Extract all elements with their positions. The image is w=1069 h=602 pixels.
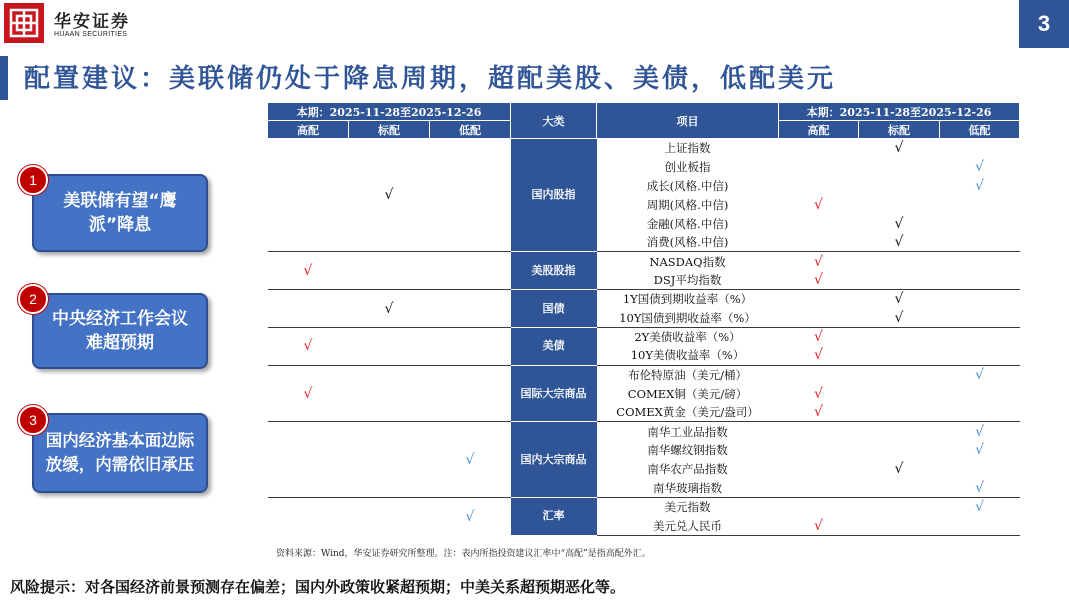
item-rating-over-cell: [779, 214, 859, 233]
class-rating-over-cell: [268, 327, 349, 365]
item-rating-over-cell: [779, 309, 859, 328]
item-rating-over-cell: [779, 422, 859, 441]
item-name-cell: 美元指数: [597, 497, 779, 516]
item-rating-std-cell: [859, 403, 940, 422]
item-rating-std-cell: [859, 497, 940, 516]
item-rating-std-cell: [859, 214, 940, 233]
check-mark-icon: √: [814, 253, 823, 270]
item-rating-under-cell: [940, 346, 1020, 365]
item-rating-under-cell: [940, 365, 1020, 384]
class-rating-std-cell: [349, 327, 430, 365]
allocation-table-body: [268, 139, 1020, 536]
item-rating-over-cell: [779, 290, 859, 309]
check-mark-icon: √: [894, 234, 904, 251]
item-rating-under-cell: [940, 422, 1020, 441]
item-name-cell: 10Y美债收益率（%）: [630, 348, 745, 363]
card-1-text: 美联储有望“鹰派”降息: [63, 191, 177, 235]
class-rating-over-cell: [268, 365, 349, 422]
check-mark-icon: √: [975, 442, 984, 459]
company-logo: [4, 3, 44, 43]
item-name-cell: 美元兑人民币: [597, 516, 779, 535]
item-name-cell: 布伦特原油（美元/桶）: [597, 365, 779, 384]
class-rating-std-cell: [349, 290, 430, 328]
item-rating-under-cell: [940, 252, 1020, 271]
item-rating-std-cell: [859, 139, 940, 158]
card-2: [32, 293, 208, 369]
table-row: [268, 290, 1020, 309]
item-name-cell: 创业板指: [664, 159, 711, 174]
class-rating-std-cell: [349, 139, 430, 252]
item-rating-std-cell: [859, 327, 940, 346]
right-period-header: 本期：2025-11-28至2025-12-26: [779, 103, 1020, 121]
class-rating-std-cell: [349, 365, 430, 422]
card-2-text: 中央经济工作会议难超预期: [52, 309, 188, 353]
check-mark-icon: √: [384, 187, 394, 204]
class-rating-std-cell: [349, 252, 430, 290]
item-rating-std-cell: [859, 309, 940, 328]
item-rating-std-cell: [859, 384, 940, 403]
check-mark-icon: √: [975, 423, 984, 440]
category-cell: 美债: [511, 327, 597, 365]
item-rating-over-cell: [779, 497, 859, 516]
check-mark-icon: √: [894, 140, 904, 157]
check-mark-icon: √: [814, 329, 823, 346]
item-rating-over-cell: [779, 271, 859, 290]
risk-warning: 风险提示：对各国经济前景预测存在偏差；国内外政策收紧超预期；中美关系超预期恶化等。: [10, 578, 626, 596]
item-rating-under-cell: [940, 271, 1020, 290]
item-rating-over-cell: [779, 441, 859, 460]
item-name-cell: 周期(风格.中信): [646, 197, 729, 212]
left-under-header: 低配: [430, 121, 511, 139]
class-rating-under-cell: [430, 365, 511, 422]
item-rating-over-cell: [779, 346, 859, 365]
class-rating-under-cell: [430, 422, 511, 498]
item-rating-under-cell: [940, 157, 1020, 176]
category-cell: 国际大宗商品: [511, 365, 597, 422]
class-rating-over-cell: [268, 290, 349, 328]
class-rating-under-cell: [430, 290, 511, 328]
item-name-cell: 1Y国债到期收益率（%）: [597, 290, 779, 309]
card-3-text: 国内经济基本面边际放缓，内需依旧承压: [45, 431, 195, 474]
item-rating-std-cell: [859, 271, 940, 290]
item-rating-over-cell: [779, 195, 859, 214]
card-3: [32, 413, 208, 493]
item-rating-std-cell: [859, 479, 940, 498]
item-name-cell: 南华工业品指数: [597, 422, 779, 441]
right-std-header: 标配: [859, 121, 940, 139]
table-row: [268, 327, 1020, 346]
check-mark-icon: √: [894, 309, 904, 326]
category-cell: 国债: [511, 290, 597, 328]
check-mark-icon: √: [465, 451, 475, 468]
check-mark-icon: √: [814, 196, 823, 213]
item-name-cell: 南华螺纹钢指数: [647, 443, 728, 458]
class-rating-under-cell: [430, 327, 511, 365]
item-rating-over-cell: [779, 384, 859, 403]
item-rating-over-cell: [779, 157, 859, 176]
item-rating-over-cell: [779, 176, 859, 195]
check-mark-icon: √: [894, 461, 904, 478]
item-rating-over-cell: [779, 365, 859, 384]
page-number: 3: [1019, 0, 1069, 48]
item-rating-under-cell: [940, 327, 1020, 346]
page-title: 配置建议：美联储仍处于降息周期，超配美股、美债，低配美元: [24, 64, 837, 94]
item-name-cell: 南华玻璃指数: [653, 480, 723, 495]
class-rating-over-cell: [268, 422, 349, 498]
brand-name-cn: 华安证券: [54, 12, 130, 32]
check-mark-icon: √: [975, 177, 984, 194]
item-rating-std-cell: [859, 460, 940, 479]
table-row: [268, 497, 1020, 516]
check-mark-icon: √: [975, 499, 984, 516]
item-rating-over-cell: [779, 516, 859, 535]
item-name-cell: 金融(风格.中信): [646, 216, 729, 231]
item-rating-std-cell: [859, 195, 940, 214]
item-name-cell: 2Y美债收益率（%）: [597, 327, 779, 346]
item-rating-over-cell: [779, 327, 859, 346]
item-rating-std-cell: [859, 346, 940, 365]
check-mark-icon: √: [814, 517, 823, 534]
item-rating-under-cell: [940, 403, 1020, 422]
item-rating-std-cell: [859, 365, 940, 384]
item-name-cell: 10Y国债到期收益率（%）: [619, 310, 756, 325]
check-mark-icon: √: [975, 479, 984, 496]
item-rating-over-cell: [779, 403, 859, 422]
class-rating-under-cell: [430, 497, 511, 535]
item-rating-under-cell: [940, 233, 1020, 252]
right-over-header: 高配: [779, 121, 859, 139]
item-rating-over-cell: [779, 139, 859, 158]
card-2-number-badge: 2: [18, 284, 48, 314]
check-mark-icon: √: [303, 262, 313, 279]
item-rating-std-cell: [859, 233, 940, 252]
item-rating-under-cell: [940, 479, 1020, 498]
item-rating-under-cell: [940, 460, 1020, 479]
allocation-table: [267, 102, 1020, 536]
item-name-cell: 成长(风格.中信): [646, 178, 729, 193]
item-rating-under-cell: [940, 384, 1020, 403]
brand-name-en: HUAAN SECURITIES: [54, 31, 128, 38]
class-rating-under-cell: [430, 252, 511, 290]
class-rating-over-cell: [268, 139, 349, 252]
check-mark-icon: √: [814, 347, 823, 364]
category-cell: 国内股指: [511, 139, 597, 252]
item-rating-std-cell: [859, 157, 940, 176]
item-rating-over-cell: [779, 252, 859, 271]
source-note: 资料来源：Wind，华安证券研究所整理。注：表内所指投资建议汇率中“高配”是指高配外汇。: [276, 549, 651, 559]
item-name-cell: NASDAQ指数: [597, 252, 779, 271]
item-name-cell: 上证指数: [597, 139, 779, 158]
item-rating-under-cell: [940, 214, 1020, 233]
class-rating-under-cell: [430, 139, 511, 252]
check-mark-icon: √: [975, 158, 984, 175]
check-mark-icon: √: [384, 300, 394, 317]
item-rating-under-cell: [940, 309, 1020, 328]
category-cell: 国内大宗商品: [511, 422, 597, 498]
item-name-cell: DSJ平均指数: [653, 272, 722, 287]
category-cell: 汇率: [511, 497, 597, 535]
card-1: [32, 174, 208, 252]
class-rating-over-cell: [268, 252, 349, 290]
left-period-header: 本期：2025-11-28至2025-12-26: [268, 103, 511, 121]
item-rating-std-cell: [859, 422, 940, 441]
item-rating-over-cell: [779, 460, 859, 479]
item-rating-under-cell: [940, 139, 1020, 158]
check-mark-icon: √: [303, 385, 313, 402]
category-cell: 美股股指: [511, 252, 597, 290]
item-rating-std-cell: [859, 516, 940, 535]
class-rating-std-cell: [349, 422, 430, 498]
item-name-cell: 消费(风格.中信): [646, 235, 729, 250]
item-rating-over-cell: [779, 479, 859, 498]
item-rating-std-cell: [859, 176, 940, 195]
title-accent-bar: [0, 56, 8, 100]
class-rating-over-cell: [268, 497, 349, 535]
item-rating-under-cell: [940, 441, 1020, 460]
item-name-cell: 南华农产品指数: [647, 462, 728, 477]
item-rating-over-cell: [779, 233, 859, 252]
table-row: [268, 139, 1020, 158]
item-rating-std-cell: [859, 441, 940, 460]
item-rating-std-cell: [859, 252, 940, 271]
check-mark-icon: √: [894, 215, 904, 232]
check-mark-icon: √: [975, 366, 984, 383]
card-3-number-badge: 3: [18, 405, 48, 435]
item-rating-std-cell: [859, 290, 940, 309]
item-header: 项目: [597, 103, 779, 139]
logo-mark-icon: [8, 7, 40, 39]
card-1-number-badge: 1: [18, 165, 48, 195]
left-std-header: 标配: [349, 121, 430, 139]
item-rating-under-cell: [940, 497, 1020, 516]
table-row: [268, 422, 1020, 441]
item-rating-under-cell: [940, 290, 1020, 309]
item-rating-under-cell: [940, 195, 1020, 214]
item-name-cell: COMEX黄金（美元/盎司）: [616, 405, 759, 420]
check-mark-icon: √: [814, 271, 823, 288]
item-name-cell: COMEX铜（美元/磅）: [627, 386, 748, 401]
class-rating-std-cell: [349, 497, 430, 535]
check-mark-icon: √: [814, 404, 823, 421]
check-mark-icon: √: [465, 508, 475, 525]
item-rating-under-cell: [940, 176, 1020, 195]
check-mark-icon: √: [894, 291, 904, 308]
check-mark-icon: √: [814, 385, 823, 402]
right-under-header: 低配: [940, 121, 1020, 139]
item-rating-under-cell: [940, 516, 1020, 535]
check-mark-icon: √: [303, 338, 313, 355]
class-header: 大类: [511, 103, 597, 139]
left-over-header: 高配: [268, 121, 349, 139]
table-row: [268, 252, 1020, 271]
table-row: [268, 365, 1020, 384]
